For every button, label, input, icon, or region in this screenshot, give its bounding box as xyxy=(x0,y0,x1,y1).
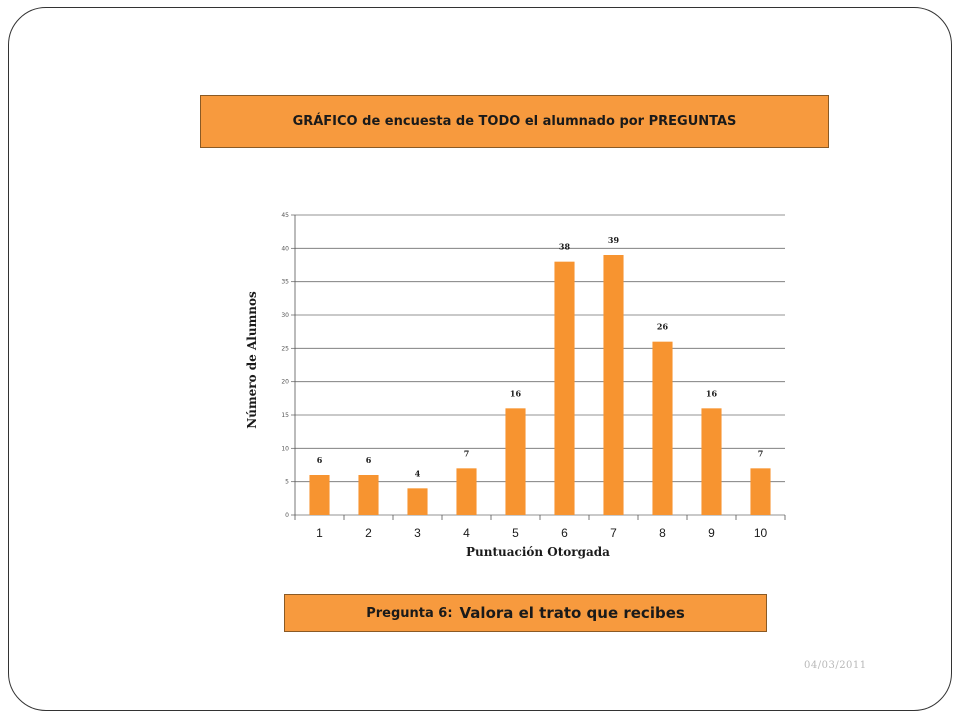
x-tick-label: 10 xyxy=(753,526,768,540)
bar xyxy=(652,342,672,515)
x-tick-label: 8 xyxy=(659,526,666,540)
y-tick-label: 15 xyxy=(281,412,289,419)
data-label: 6 xyxy=(316,455,323,465)
bar xyxy=(358,475,378,515)
x-axis-title: Puntuación Otorgada xyxy=(466,545,610,559)
bar xyxy=(554,262,574,515)
data-label: 16 xyxy=(509,388,522,399)
x-tick-label: 1 xyxy=(316,526,323,540)
y-tick-label: 0 xyxy=(285,512,289,519)
y-axis-title: Número de Alumnos xyxy=(245,291,259,429)
y-tick-label: 40 xyxy=(281,245,289,253)
data-label: 39 xyxy=(607,235,620,245)
x-tick-label: 6 xyxy=(561,526,568,540)
y-tick-label: 20 xyxy=(281,378,289,386)
data-label: 4 xyxy=(414,468,421,479)
label-layer xyxy=(317,235,764,478)
bar xyxy=(309,475,329,515)
x-tick-label: 4 xyxy=(463,526,470,540)
question-text: Valora el trato que recibes xyxy=(459,604,685,622)
bar-layer xyxy=(309,255,770,515)
bar xyxy=(505,408,525,515)
bar xyxy=(603,255,623,515)
y-tick-label: 5 xyxy=(285,478,289,486)
x-tick-label: 7 xyxy=(610,526,617,540)
data-label: 38 xyxy=(558,241,571,252)
data-label: 7 xyxy=(757,448,764,459)
x-tick-label: 9 xyxy=(708,526,715,540)
data-label: 16 xyxy=(705,388,718,399)
x-tick-label: 2 xyxy=(365,526,372,540)
data-label: 26 xyxy=(656,321,669,332)
bar xyxy=(701,408,721,515)
y-tick-label: 45 xyxy=(281,212,289,219)
y-tick-label: 10 xyxy=(281,445,289,453)
y-tick-label: 35 xyxy=(281,278,289,286)
x-tick-label: 5 xyxy=(512,526,519,540)
question-label: Pregunta 6: xyxy=(366,605,453,621)
bar xyxy=(407,488,427,515)
data-label: 7 xyxy=(463,448,470,459)
data-label: 6 xyxy=(365,455,372,465)
footer-date: 04/03/2011 xyxy=(804,660,867,671)
y-tick-label: 30 xyxy=(281,312,289,319)
bar xyxy=(456,468,476,515)
y-tick-label: 25 xyxy=(281,345,289,353)
x-tick-label: 3 xyxy=(414,526,421,540)
bar xyxy=(750,468,770,515)
chart-title: GRÁFICO de encuesta de TODO el alumnado por PREGUNTAS xyxy=(292,114,737,129)
question-box xyxy=(284,594,767,632)
